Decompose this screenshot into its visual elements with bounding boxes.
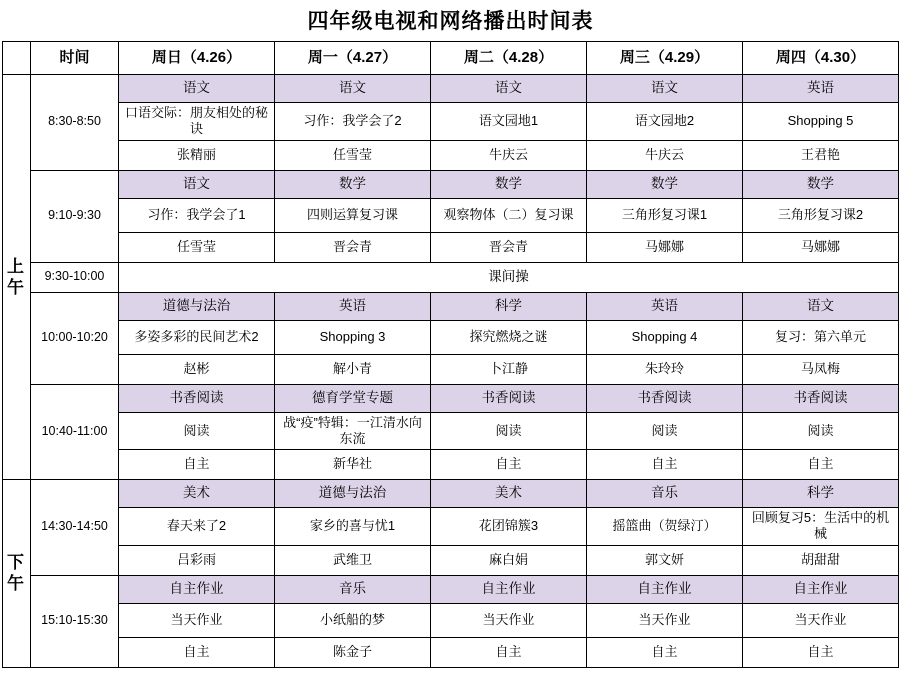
subject-cell: 书香阅读 [119,384,275,412]
subject-cell: 书香阅读 [587,384,743,412]
subject-cell: 数学 [431,170,587,198]
recess-label: 课间操 [119,262,899,292]
subject-cell: 自主作业 [743,575,899,603]
subject-cell: 英语 [743,75,899,103]
lesson-cell: 语文园地1 [431,103,587,141]
subject-cell: 数学 [743,170,899,198]
teacher-cell: 解小青 [275,354,431,384]
lesson-cell: 当天作业 [587,603,743,637]
teacher-cell: 麻白娟 [431,545,587,575]
subject-cell: 数学 [587,170,743,198]
teacher-cell: 武维卫 [275,545,431,575]
teacher-cell: 马娜娜 [587,232,743,262]
header-day-wednesday: 周三（4.29） [587,42,743,75]
table-row-recess [3,262,899,292]
table-row [3,450,899,480]
time-slot-3: 10:00-10:20 [31,292,119,384]
subject-cell: 语文 [743,292,899,320]
teacher-cell: 任雪莹 [119,232,275,262]
time-slot-6: 15:10-15:30 [31,575,119,667]
teacher-cell: 王君艳 [743,140,899,170]
table-header-row [3,42,899,75]
teacher-cell: 吕彩雨 [119,545,275,575]
table-row [3,575,899,603]
lesson-cell: 口语交际：朋友相处的秘诀 [119,103,275,141]
subject-cell: 书香阅读 [743,384,899,412]
table-row [3,198,899,232]
teacher-cell: 自主 [431,450,587,480]
subject-cell: 美术 [119,480,275,508]
header-daypart [3,42,31,75]
teacher-cell: 自主 [587,637,743,667]
lesson-cell: 摇篮曲（贺绿汀） [587,508,743,546]
subject-cell: 英语 [587,292,743,320]
teacher-cell: 马凤梅 [743,354,899,384]
lesson-cell: 语文园地2 [587,103,743,141]
subject-cell: 音乐 [275,575,431,603]
teacher-cell: 任雪莹 [275,140,431,170]
daypart-afternoon: 下午 [3,480,31,668]
table-row [3,412,899,450]
table-row [3,508,899,546]
table-row [3,384,899,412]
lesson-cell: 战“疫”特辑：一江清水向东流 [275,412,431,450]
table-row [3,480,899,508]
subject-cell: 美术 [431,480,587,508]
time-slot-5: 14:30-14:50 [31,480,119,576]
teacher-cell: 马娜娜 [743,232,899,262]
daypart-morning: 上午 [3,75,31,480]
lesson-cell: 阅读 [743,412,899,450]
teacher-cell: 牛庆云 [587,140,743,170]
lesson-cell: 当天作业 [431,603,587,637]
lesson-cell: 小纸船的梦 [275,603,431,637]
subject-cell: 自主作业 [119,575,275,603]
lesson-cell: 观察物体（二）复习课 [431,198,587,232]
teacher-cell: 新华社 [275,450,431,480]
header-day-tuesday: 周二（4.28） [431,42,587,75]
lesson-cell: 阅读 [431,412,587,450]
lesson-cell: 阅读 [587,412,743,450]
teacher-cell: 晋会青 [431,232,587,262]
table-row [3,545,899,575]
teacher-cell: 张精丽 [119,140,275,170]
header-time: 时间 [31,42,119,75]
subject-cell: 科学 [431,292,587,320]
teacher-cell: 自主 [743,450,899,480]
subject-cell: 自主作业 [431,575,587,603]
lesson-cell: 多姿多彩的民间艺术2 [119,320,275,354]
teacher-cell: 赵彬 [119,354,275,384]
subject-cell: 语文 [431,75,587,103]
subject-cell: 语文 [119,170,275,198]
lesson-cell: 习作：我学会了1 [119,198,275,232]
table-row [3,103,899,141]
header-day-sunday: 周日（4.26） [119,42,275,75]
table-row [3,75,899,103]
schedule-table [2,41,899,668]
lesson-cell: 回顾复习5：生活中的机械 [743,508,899,546]
table-row [3,320,899,354]
table-row [3,232,899,262]
teacher-cell: 自主 [587,450,743,480]
lesson-cell: 当天作业 [743,603,899,637]
lesson-cell: 当天作业 [119,603,275,637]
subject-cell: 语文 [587,75,743,103]
table-row [3,292,899,320]
teacher-cell: 陈金子 [275,637,431,667]
lesson-cell: Shopping 5 [743,103,899,141]
lesson-cell: 四则运算复习课 [275,198,431,232]
table-row [3,354,899,384]
header-day-monday: 周一（4.27） [275,42,431,75]
teacher-cell: 自主 [743,637,899,667]
teacher-cell: 卜江静 [431,354,587,384]
lesson-cell: 花团锦簇3 [431,508,587,546]
teacher-cell: 自主 [119,637,275,667]
table-row [3,170,899,198]
time-slot-1: 8:30-8:50 [31,75,119,171]
subject-cell: 语文 [119,75,275,103]
page-title: 四年级电视和网络播出时间表 [307,9,594,33]
lesson-cell: 阅读 [119,412,275,450]
subject-cell: 德育学堂专题 [275,384,431,412]
lesson-cell: 探究燃烧之谜 [431,320,587,354]
time-recess: 9:30-10:00 [31,262,119,292]
table-row [3,140,899,170]
header-day-thursday: 周四（4.30） [743,42,899,75]
lesson-cell: Shopping 4 [587,320,743,354]
subject-cell: 道德与法治 [275,480,431,508]
teacher-cell: 自主 [431,637,587,667]
teacher-cell: 牛庆云 [431,140,587,170]
lesson-cell: 复习：第六单元 [743,320,899,354]
time-slot-2: 9:10-9:30 [31,170,119,262]
table-row [3,637,899,667]
lesson-cell: 习作：我学会了2 [275,103,431,141]
subject-cell: 语文 [275,75,431,103]
lesson-cell: 三角形复习课1 [587,198,743,232]
time-slot-4: 10:40-11:00 [31,384,119,480]
teacher-cell: 晋会青 [275,232,431,262]
table-row [3,603,899,637]
subject-cell: 道德与法治 [119,292,275,320]
subject-cell: 书香阅读 [431,384,587,412]
lesson-cell: 三角形复习课2 [743,198,899,232]
lesson-cell: 家乡的喜与忧1 [275,508,431,546]
subject-cell: 科学 [743,480,899,508]
lesson-cell: 春天来了2 [119,508,275,546]
subject-cell: 数学 [275,170,431,198]
subject-cell: 英语 [275,292,431,320]
subject-cell: 自主作业 [587,575,743,603]
teacher-cell: 郭文妍 [587,545,743,575]
teacher-cell: 自主 [119,450,275,480]
teacher-cell: 胡甜甜 [743,545,899,575]
subject-cell: 音乐 [587,480,743,508]
lesson-cell: Shopping 3 [275,320,431,354]
teacher-cell: 朱玲玲 [587,354,743,384]
